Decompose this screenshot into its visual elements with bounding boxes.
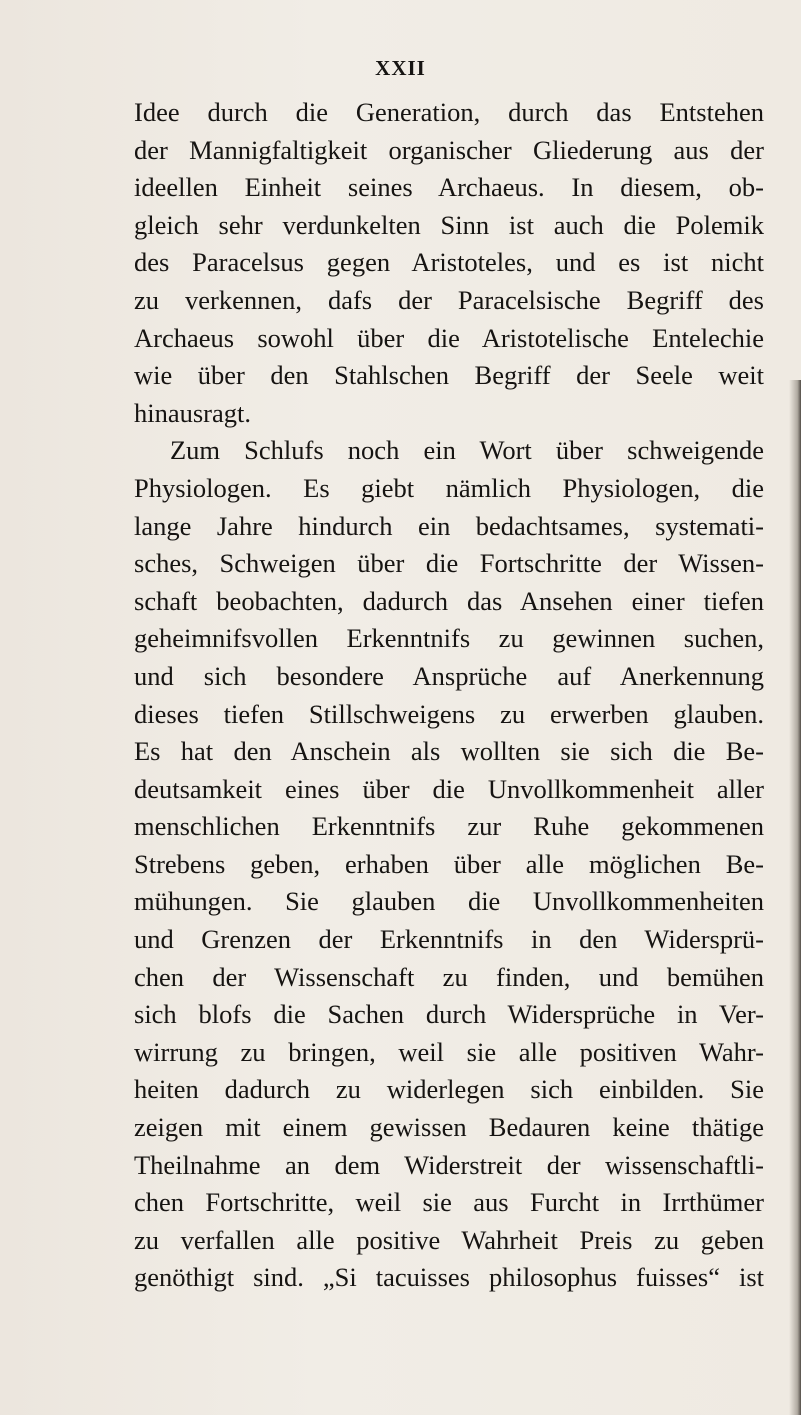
text-line: deutsamkeit eines über die Unvollkommenheit aller — [134, 773, 764, 804]
text-line: zu verkennen, dafs der Paracelsische Begriff des — [134, 284, 764, 315]
text-line: Strebens geben, erhaben über alle möglichen Be- — [134, 848, 764, 879]
text-line: zeigen mit einem gewissen Bedauren keine thätige — [134, 1112, 764, 1143]
text-line: und sich besondere Ansprüche auf Anerkennung — [134, 660, 764, 691]
text-line: menschlichen Erkenntnifs zur Ruhe gekommenen — [134, 811, 764, 842]
text-line: zu verfallen alle positive Wahrheit Preis zu geben — [134, 1224, 764, 1255]
text-line: dieses tiefen Stillschweigens zu erwerben glauben. — [134, 698, 764, 729]
text-line: der Mannigfaltigkeit organischer Gliederung aus der — [134, 134, 764, 165]
page-binding-shadow — [789, 380, 801, 1415]
text-line: und Grenzen der Erkenntnifs in den Widersprü- — [134, 924, 764, 955]
text-line: Theilnahme an dem Widerstreit der wissenschaftli- — [134, 1149, 764, 1180]
text-line: wie über den Stahlschen Begriff der Seele weit — [134, 360, 764, 391]
text-line: des Paracelsus gegen Aristoteles, und es ist nicht — [134, 247, 764, 278]
body-text — [134, 94, 764, 1297]
text-line: heiten dadurch zu widerlegen sich einbilden. Sie — [134, 1074, 764, 1105]
page-number: XXII — [375, 56, 426, 80]
text-line: genöthigt sind. „Si tacuisses philosophus fuisses“ ist — [134, 1262, 764, 1293]
text-line: schaft beobachten, dadurch das Ansehen einer tiefen — [134, 585, 764, 616]
text-line: Es hat den Anschein als wollten sie sich die Be- — [134, 736, 764, 767]
text-line: lange Jahre hindurch ein bedachtsames, systemati- — [134, 510, 764, 541]
text-line: sches, Schweigen über die Fortschritte der Wissen- — [134, 548, 764, 579]
paragraph-start-line: Zum Schlufs noch ein Wort über schweigende — [170, 435, 764, 466]
text-line: Archaeus sowohl über die Aristotelische Entelechie — [134, 322, 764, 353]
text-line: sich blofs die Sachen durch Widersprüche in Ver- — [134, 999, 764, 1030]
text-line: chen Fortschritte, weil sie aus Furcht in Irrthümer — [134, 1187, 764, 1218]
text-line: geheimnifsvollen Erkenntnifs zu gewinnen suchen, — [134, 623, 764, 654]
text-line: ideellen Einheit seines Archaeus. In diesem, ob- — [134, 172, 764, 203]
text-line: wirrung zu bringen, weil sie alle positiven Wahr- — [134, 1036, 764, 1067]
text-line: gleich sehr verdunkelten Sinn ist auch die Polemik — [134, 209, 764, 240]
text-line: Idee durch die Generation, durch das Entstehen — [134, 97, 764, 127]
paragraph-end-line: hinausragt. — [134, 397, 252, 428]
text-line: mühungen. Sie glauben die Unvollkommenheiten — [134, 886, 764, 917]
text-line: chen der Wissenschaft zu finden, und bemühen — [134, 961, 764, 992]
text-line: Physiologen. Es giebt nämlich Physiologen, die — [134, 472, 764, 503]
